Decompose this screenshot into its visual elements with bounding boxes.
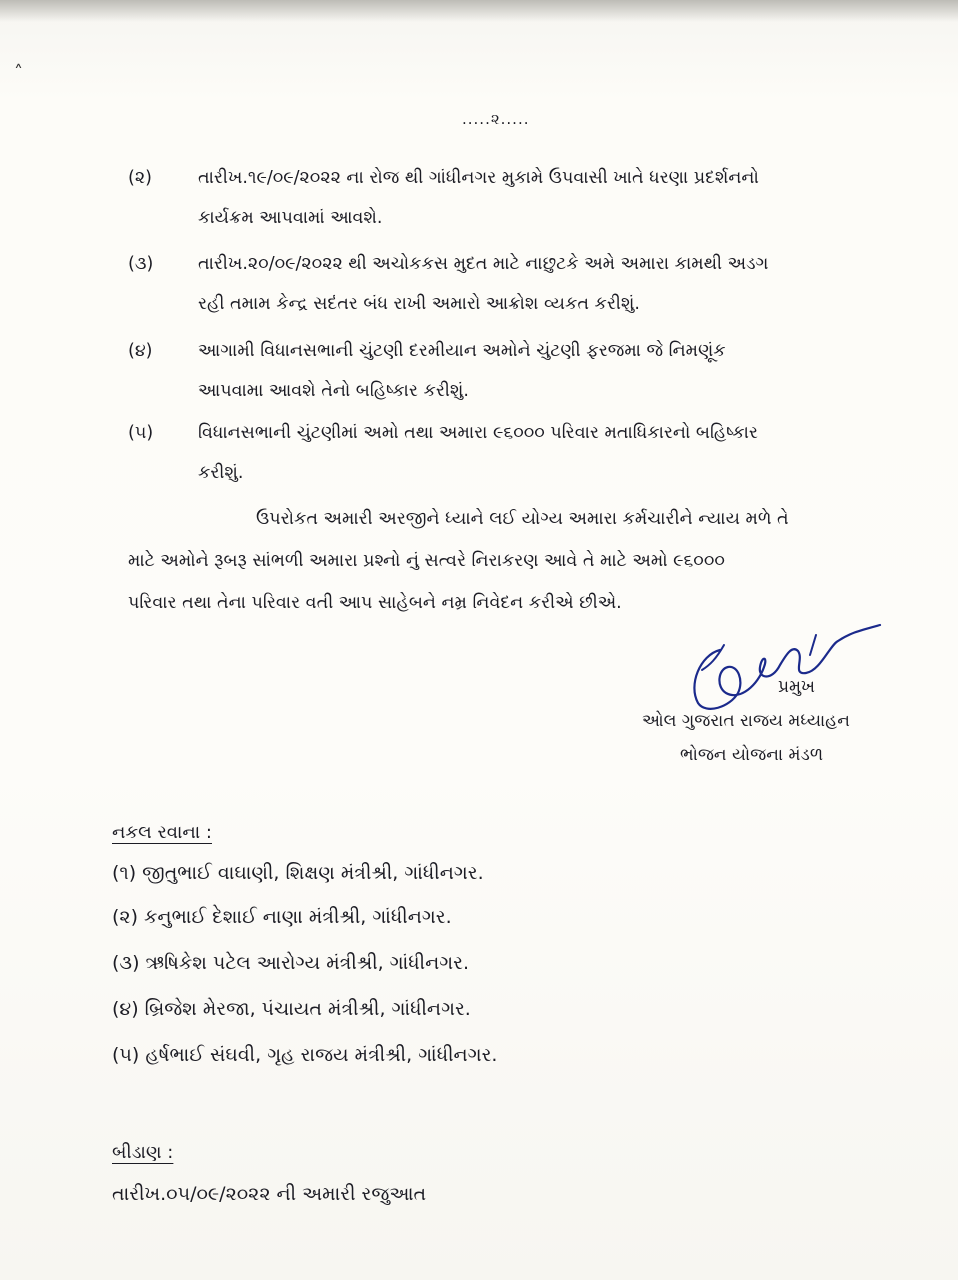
signatory-title: પ્રમુખ <box>778 677 816 697</box>
point-item <box>128 331 918 411</box>
paragraph-line: પરિવાર તથા તેના પરિવાર વતી આપ સાહેબને નમ્ર નિવેદન કરીએ છીએ. <box>128 593 622 613</box>
handwritten-signature <box>680 615 890 725</box>
copy-to-item: (૧) જીતુભાઈ વાઘાણી, શિક્ષણ મંત્રીશ્રી, ગાંધીનગર. <box>112 862 484 884</box>
point-item <box>128 413 918 493</box>
point-line: તારીખ.૧૯/૦૯/૨૦૨૨ ના રોજ થી ગાંધીનગર મુકામે ઉપવાસી ખાતે ધરણા પ્રદર્શનનો <box>198 168 759 188</box>
copy-to-item: (૩) ઋષિકેશ પટેલ આરોગ્ય મંત્રીશ્રી, ગાંધીનગર. <box>112 952 469 974</box>
point-number: (૩) <box>128 254 154 274</box>
copy-to-item: (૨) કનુભાઈ દેશાઈ નાણા મંત્રીશ્રી, ગાંધીનગર. <box>112 906 452 928</box>
point-number: (૫) <box>128 423 154 443</box>
page-number: .....૨..... <box>462 110 530 128</box>
point-line: કરીશું. <box>198 463 244 483</box>
corner-tick-mark: ˄ <box>14 62 23 83</box>
enclosure-heading: બીડાણ : <box>112 1142 174 1163</box>
point-number: (૨) <box>128 168 152 188</box>
copy-to-heading: નકલ રવાના : <box>112 822 212 843</box>
organization-name-line2: ભોજન યોજના મંડળ <box>680 745 824 765</box>
copy-to-item: (૫) હર્ષભાઈ સંઘવી, ગૃહ રાજય મંત્રીશ્રી, ગાંધીનગર. <box>112 1044 498 1066</box>
point-item <box>128 158 918 238</box>
copy-to-item: (૪) બ્રિજેશ મેરજા, પંચાયત મંત્રીશ્રી, ગાંધીનગર. <box>112 998 471 1020</box>
organization-name-line1: ઓલ ગુજરાત રાજય મધ્યાહન <box>642 711 850 731</box>
closing-paragraph <box>128 498 918 624</box>
point-line: કાર્યક્રમ આપવામાં આવશે. <box>198 208 383 228</box>
paragraph-line: ઉપરોકત અમારી અરજીને ધ્યાને લઈ યોગ્ય અમારા કર્મચારીને ન્યાય મળે તે <box>256 509 789 529</box>
point-number: (૪) <box>128 341 153 361</box>
point-line: આપવામા આવશે તેનો બહિષ્કાર કરીશું. <box>198 381 469 401</box>
point-line: વિધાનસભાની ચુંટણીમાં અમો તથા અમારા ૯૬૦૦૦ પરિવાર મતાધિકારનો બહિષ્કાર <box>198 423 758 443</box>
point-line: રહી તમામ કેન્દ્ર સદંતર બંધ રાખી અમારો આક્રોશ વ્યકત કરીશું. <box>198 294 640 314</box>
enclosure-text: તારીખ.૦૫/૦૯/૨૦૨૨ ની અમારી રજુઆત <box>112 1183 427 1205</box>
point-line: આગામી વિધાનસભાની ચુંટણી દરમીયાન અમોને ચુંટણી ફરજમા જે નિમણૂંક <box>198 341 726 361</box>
paragraph-line: માટે અમોને રૂબરૂ સાંભળી અમારા પ્રશ્નો નું સત્વરે નિરાકરણ આવે તે માટે અમો ૯૬૦૦૦ <box>128 551 725 571</box>
point-item <box>128 244 918 324</box>
page-top-shadow <box>0 0 958 22</box>
point-line: તારીખ.૨૦/૦૯/૨૦૨૨ થી અચોકકસ મુદત માટે નાછુટકે અમે અમારા કામથી અડગ <box>198 254 769 274</box>
